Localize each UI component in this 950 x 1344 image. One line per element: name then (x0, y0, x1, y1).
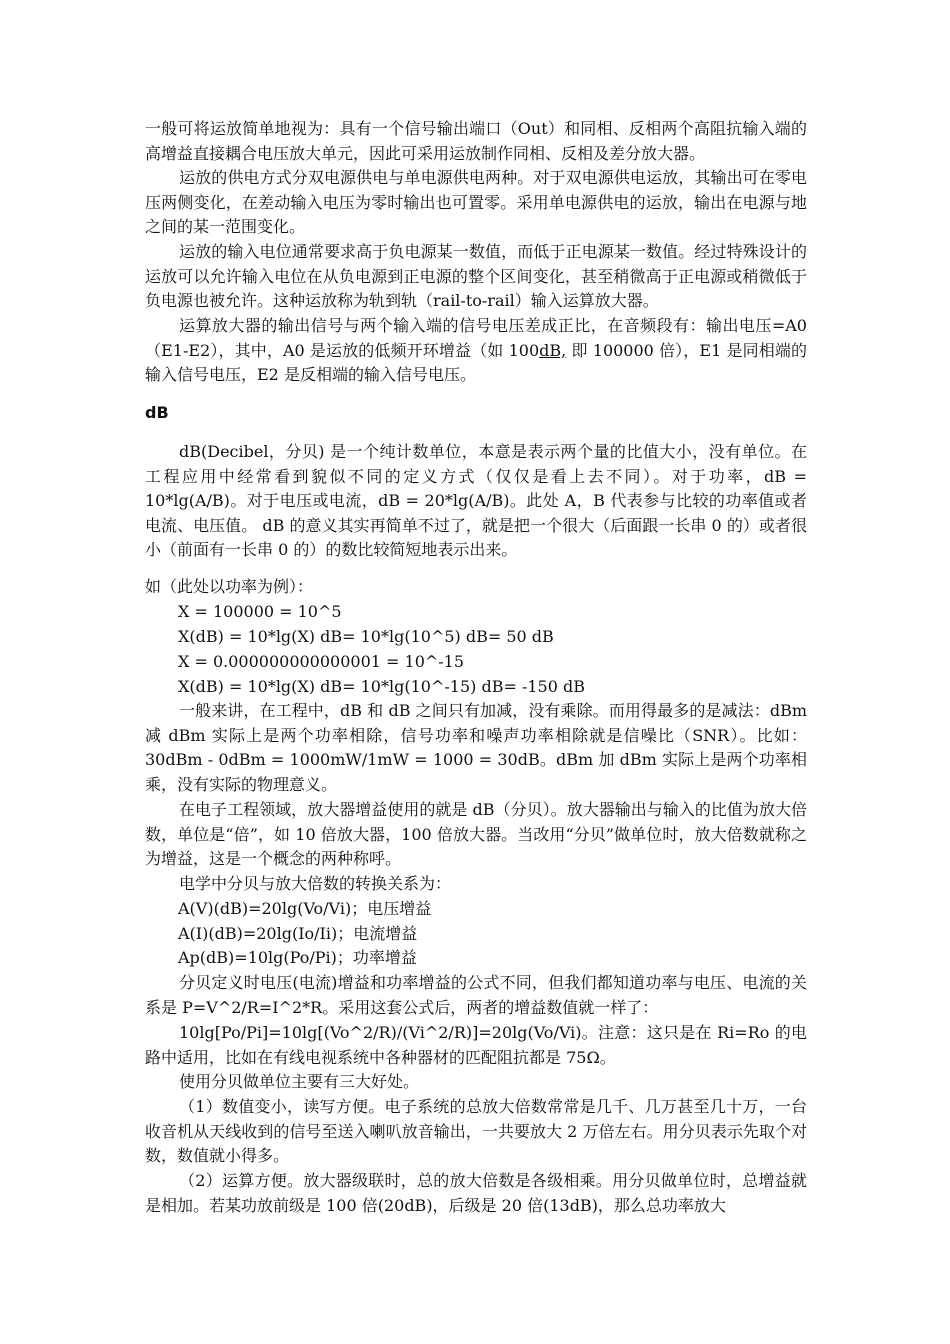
gain-formula-power: Ap(dB)=10lg(Po/Pi)；功率增益 (178, 948, 417, 967)
gain-formula-current: A(I)(dB)=20lg(Io/Ii)；电流增益 (178, 924, 418, 943)
intro-paragraph-1: 一般可将运放简单地视为：具有一个信号输出端口（Out）和同相、反相两个高阻抗输入端的高增益直接耦合电压放大单元，因此可采用运放制作同相、反相及差分放大器。 (145, 119, 807, 163)
intro-paragraph-3: 运放的输入电位通常要求高于负电源某一数值，而低于正电源某一数值。经过特殊设计的运放可以允许输入电位在从负电源到正电源的整个区间变化，甚至稍微高于正电源或稍微低于负电源也被允许。这种运放称为轨到轨（rail-to-rail）输入运算放大器。 (145, 242, 807, 310)
db-paragraph-6: 10lg[Po/Pi]=10lg[(Vo^2/R)/(Vi^2/R)]=20lg(Vo/Vi)。注意：这只是在 Ri=Ro 的电路中适用，比如在有线电视系统中各种器材的匹配阻抗都是 75Ω。 (145, 1023, 807, 1067)
intro-paragraph-2: 运放的供电方式分双电源供电与单电源供电两种。对于双电源供电运放，其输出可在零电压两侧变化，在差动输入电压为零时输出也可置零。采用单电源供电的运放，输出在电源与地之间的某一范围变化。 (145, 168, 807, 236)
db-paragraph-8: （1）数值变小，读写方便。电子系统的总放大倍数常常是几千、几万甚至几十万，一台收音机从天线收到的信号至送入喇叭放音输出，一共要放大 2 万倍左右。用分贝表示先取个对数，数值就小得多。 (145, 1097, 807, 1165)
db-paragraph-3: 在电子工程领域，放大器增益使用的就是 dB（分贝）。放大器输出与输入的比值为放大倍数，单位是“倍”，如 10 倍放大器，100 倍放大器。当改用“分贝”做单位时，放大倍数就称之为增益，这是一个概念的两种称呼。 (145, 800, 807, 868)
section-heading-db: dB (145, 403, 169, 422)
db-paragraph-5: 分贝定义时电压(电流)增益和功率增益的公式不同，但我们都知道功率与电压、电流的关系是 P=V^2/R=I^2*R。采用这套公式后，两者的增益数值就一样了： (145, 973, 807, 1017)
example-intro: 如（此处以功率为例）： (145, 577, 314, 596)
intro-paragraph-4-text-b: 即 100000 倍），E1 是同相端的输入信号电压，E2 是反相端的输入信号电压。 (145, 340, 807, 384)
formula-line-3: X = 0.000000000000001 = 10^-15 (178, 652, 465, 671)
db-paragraph-1: dB(Decibel，分贝) 是一个纯计数单位，本意是表示两个量的比值大小，没有单位。在工程应用中经常看到貌似不同的定义方式（仅仅是看上去不同）。对于功率，dB = 10*lg(A/B)。对于电压或电流，dB = 20*lg(A/B)。此处 A，B 代表参与比较的功率值或者电流、电压值。 dB 的意义其实再简单不过了，就是把一个很大（后面跟一长串 0 的）或者很小（前面有一长串 0 的）的数比较简短地表示出来。 (145, 442, 807, 559)
gain-formula-voltage: A(V)(dB)=20lg(Vo/Vi)；电压增益 (178, 899, 432, 918)
intro-paragraph-4-underlined: dB, (539, 340, 567, 360)
formula-line-1: X = 100000 = 10^5 (178, 602, 342, 621)
formula-line-2: X(dB) = 10*lg(X) dB= 10*lg(10^5) dB= 50 dB (178, 627, 554, 646)
db-paragraph-7: 使用分贝做单位主要有三大好处。 (179, 1072, 420, 1091)
db-paragraph-9: （2）运算方便。放大器级联时，总的放大倍数是各级相乘。用分贝做单位时，总增益就是相加。若某功放前级是 100 倍(20dB)，后级是 20 倍(13dB)，那么总功率放大 (145, 1171, 807, 1215)
intro-paragraph-4 (145, 314, 807, 388)
formula-line-4: X(dB) = 10*lg(X) dB= 10*lg(10^-15) dB= -150 dB (178, 677, 585, 696)
intro-paragraph-4-text-a: 运算放大器的输出信号与两个输入端的信号电压差成正比，在音频段有：输出电压=A0（E1-E2），其中，A0 是运放的低频开环增益（如 100 (145, 316, 807, 360)
db-paragraph-2: 一般来讲，在工程中，dB 和 dB 之间只有加减，没有乘除。而用得最多的是减法：dBm 减 dBm 实际上是两个功率相除，信号功率和噪声功率相除就是信噪比（SNR）。比如：30dBm - 0dBm = 1000mW/1mW = 1000 = 30dB。dBm 加 dBm 实际上是两个功率相乘，没有实际的物理意义。 (145, 701, 807, 794)
db-paragraph-4: 电学中分贝与放大倍数的转换关系为： (179, 874, 452, 893)
